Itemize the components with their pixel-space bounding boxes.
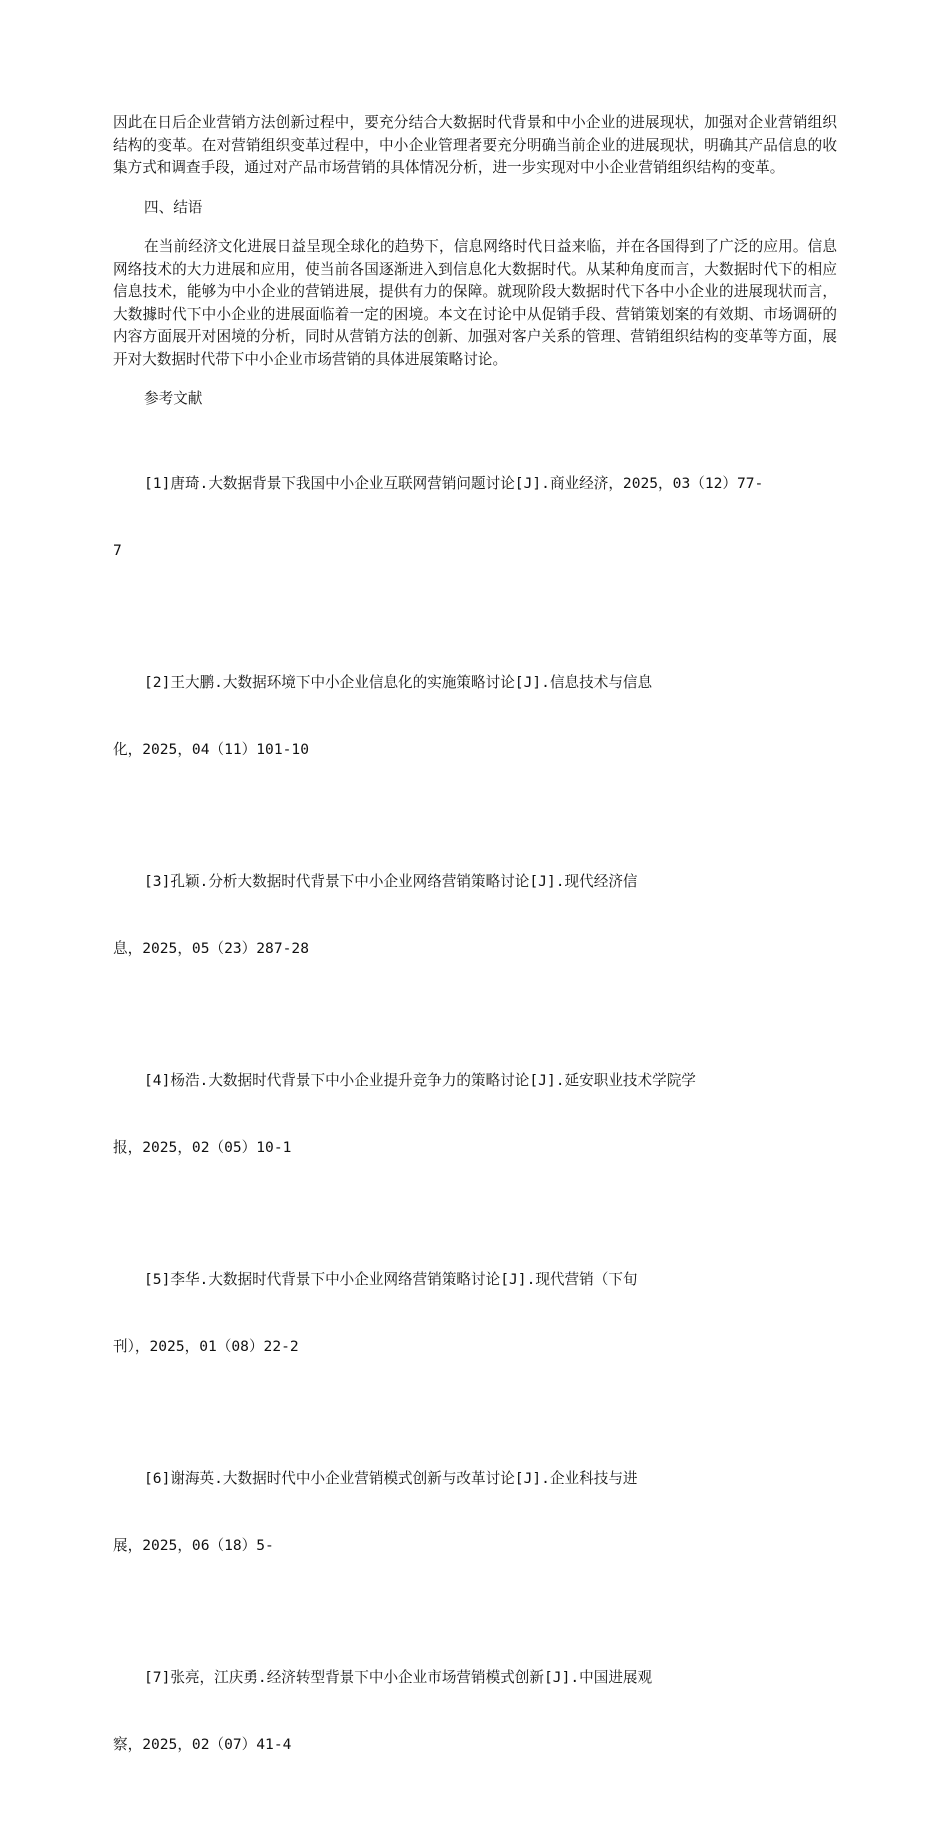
reference-line: [7]张亮，江庆勇.经济转型背景下中小企业市场营销模式创新[J].中国进展观: [144, 1668, 653, 1686]
reference-item: [113, 1025, 837, 1205]
reference-list: [113, 428, 837, 1802]
reference-item: [113, 428, 837, 608]
reference-item: [113, 826, 837, 1006]
reference-line-continued: 7: [113, 542, 122, 559]
reference-line: [4]杨浩.大数据时代背景下中小企业提升竞争力的策略讨论[J].延安职业技术学院学: [144, 1071, 696, 1089]
reference-line: [3]孔颖.分析大数据时代背景下中小企业网络营销策略讨论[J].现代经济信: [144, 872, 638, 890]
reference-line: [1]唐琦.大数据背景下我国中小企业互联网营销问题讨论[J].商业经济，2025，03（12）77-: [144, 474, 764, 492]
reference-line: [5]李华.大数据时代背景下中小企业网络营销策略讨论[J].现代营销（下旬: [144, 1270, 638, 1288]
reference-line: [2]王大鹏.大数据环境下中小企业信息化的实施策略讨论[J].信息技术与信息: [144, 673, 653, 691]
reference-item: [113, 1423, 837, 1603]
document-body: [113, 112, 837, 1821]
reference-line: [6]谢海英.大数据时代中小企业营销模式创新与改革讨论[J].企业科技与进: [144, 1469, 638, 1487]
reference-item: [113, 627, 837, 807]
paragraph-intro: 因此在日后企业营销方法创新过程中，要充分结合大数据时代背景和中小企业的进展现状，加强对企业营销组织结构的变革。在对营销组织变革过程中，中小企业管理者要充分明确当前企业的进展现状，明确其产品信息的收集方式和调查手段，通过对产品市场营销的具体情况分析，进一步实现对中小企业营销组织结构的变革。: [113, 114, 837, 176]
reference-line-continued: 展，2025，06（18）5-: [113, 1537, 274, 1554]
reference-line-continued: 化，2025，04（11）101-10: [113, 741, 309, 758]
reference-item: [113, 1622, 837, 1802]
references-heading: 参考文献: [144, 390, 203, 407]
reference-line-continued: 息，2025，05（23）287-28: [113, 940, 309, 957]
paragraph-conclusion: 在当前经济文化进展日益呈现全球化的趋势下，信息网络时代日益来临，并在各国得到了广泛的应用。信息网络技术的大力进展和应用，使当前各国逐渐进入到信息化大数据时代。从某种角度而言，大数据时代下的相应信息技术，能够为中小企业的营销进展，提供有力的保障。就现阶段大数据时代下各中小企业的进展现状而言，大数據时代下中小企业的进展面临着一定的困境。本文在讨论中从促销手段、营销策划案的有效期、市场调研的内容方面展开对困境的分析，同时从营销方法的创新、加强对客户关系的管理、营销组织结构的变革等方面，展开对大数据时代带下中小企业市场营销的具体进展策略讨论。: [113, 238, 837, 368]
section-heading: 四、结语: [144, 198, 203, 216]
reference-line-continued: 报，2025，02（05）10-1: [113, 1139, 292, 1156]
reference-line-continued: 察，2025，02（07）41-4: [113, 1736, 292, 1753]
reference-line-continued: 刊），2025，01（08）22-2: [113, 1338, 299, 1355]
reference-item: [113, 1224, 837, 1404]
